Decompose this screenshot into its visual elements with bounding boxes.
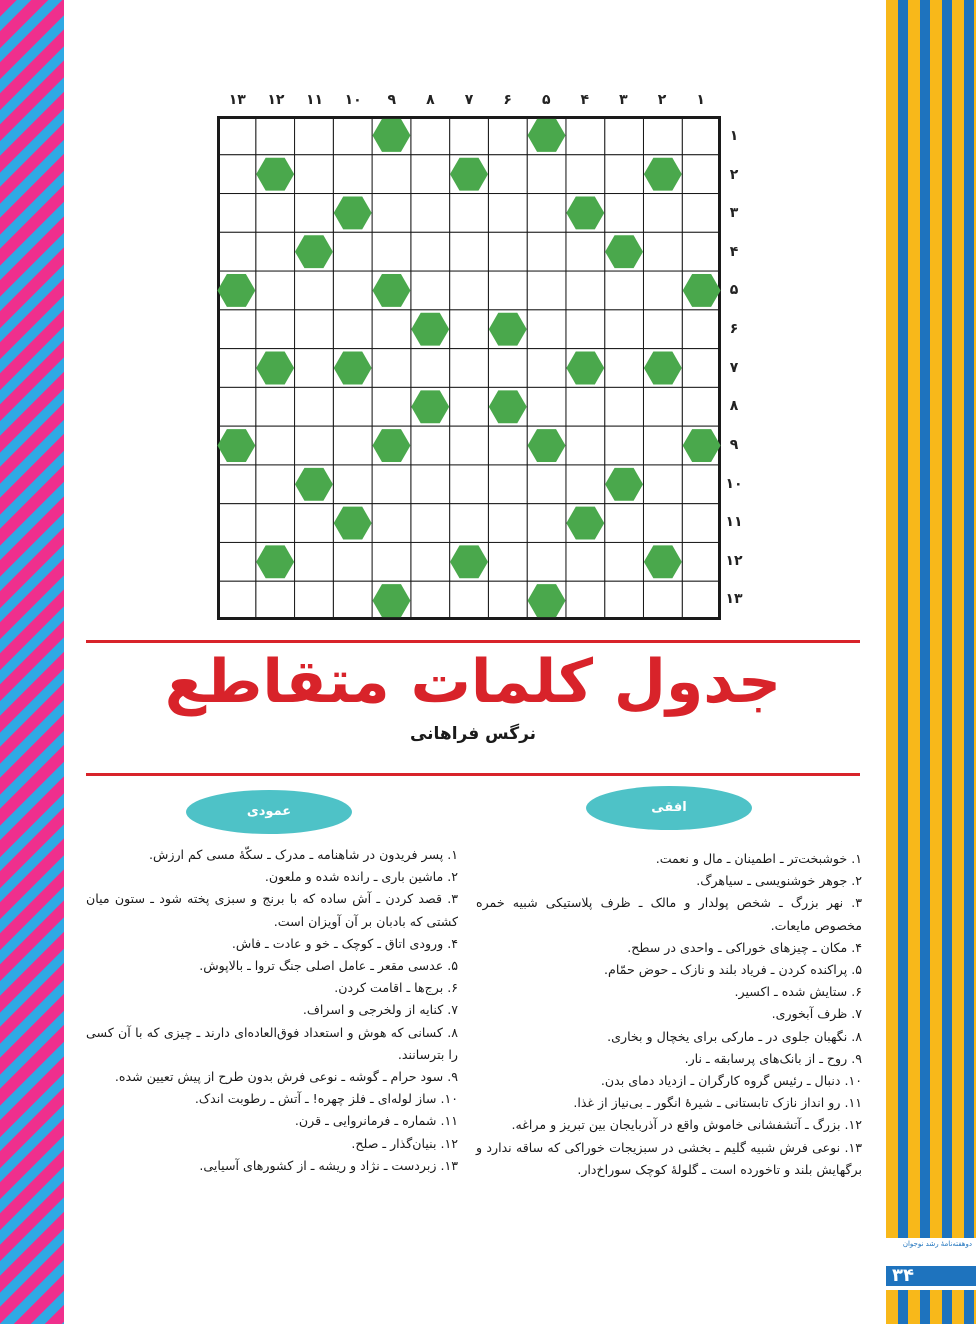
column-number: ۶ bbox=[503, 92, 512, 108]
down-clue: ۹. سود حرام ـ گوشه ـ نوعی فرش بدون طرح از پیش تعیین شده. bbox=[114, 1069, 458, 1085]
grid-cell[interactable] bbox=[682, 387, 721, 426]
across-clue: ۱. خوشبخت‌تر ـ اطمینان ـ مال و نعمت. bbox=[655, 851, 862, 866]
grid-cell[interactable] bbox=[643, 465, 682, 504]
down-clue: ۵. عدسی مقعر ـ عامل اصلی جنگ تروا ـ بالاپوش. bbox=[199, 958, 458, 974]
column-number: ۷ bbox=[464, 92, 474, 108]
grid-cell[interactable] bbox=[256, 426, 295, 465]
grid-cell[interactable] bbox=[372, 465, 411, 504]
column-number: ۸ bbox=[426, 92, 435, 108]
column-number: ۲ bbox=[657, 92, 667, 108]
down-clue: ۷. کنایه از ولخرجی و اسراف. bbox=[302, 1002, 458, 1018]
grid-cell[interactable] bbox=[682, 155, 721, 194]
grid-cell[interactable] bbox=[256, 271, 295, 310]
across-clue: ۳. نهر بزرگ ـ شخص پولدار و مالک ـ ظرف پلاستیکی شبیه خمره مخصوص مایعات. bbox=[476, 895, 862, 933]
grid-cell[interactable] bbox=[566, 465, 605, 504]
grid-cell[interactable] bbox=[411, 271, 450, 310]
across-clue: ۱۰. دنبال ـ رئیس گروه کارگران ـ ازدیاد دمای بدن. bbox=[600, 1073, 862, 1089]
grid-cell[interactable] bbox=[643, 504, 682, 543]
down-clue: ۳. قصد کردن ـ آش ساده که با برنج و سبزی پخته شود ـ ستون میان کشتی که بادبان بر آن آویزان است. bbox=[86, 891, 458, 929]
grid-cell[interactable] bbox=[333, 581, 372, 620]
grid-cell[interactable] bbox=[411, 542, 450, 581]
across-clue: ۱۲. بزرگ ـ آتشفشانی خاموش واقع در آذربایجان بین تبریز و مراغه. bbox=[511, 1117, 862, 1133]
row-number: ۹ bbox=[729, 436, 739, 453]
grid-cell[interactable] bbox=[372, 349, 411, 388]
grid-cell[interactable] bbox=[682, 542, 721, 581]
grid-cell[interactable] bbox=[411, 194, 450, 233]
grid-cell[interactable] bbox=[411, 426, 450, 465]
grid-cell[interactable] bbox=[682, 349, 721, 388]
grid-cell[interactable] bbox=[411, 581, 450, 620]
across-clue: ۶. ستایش شده ـ اکسیر. bbox=[734, 984, 862, 1000]
grid-cell[interactable] bbox=[256, 465, 295, 504]
grid-cell[interactable] bbox=[605, 542, 644, 581]
grid-cell[interactable] bbox=[372, 387, 411, 426]
grid-cell[interactable] bbox=[411, 232, 450, 271]
page-number-bar bbox=[886, 1266, 976, 1286]
grid-cell[interactable] bbox=[605, 310, 644, 349]
down-heading-badge: عمودی bbox=[186, 790, 352, 834]
page-footer-box bbox=[886, 1238, 976, 1290]
grid-cell[interactable] bbox=[488, 155, 527, 194]
author-name: نرگس فراهانی bbox=[409, 724, 537, 744]
column-number: ۱۰ bbox=[344, 92, 362, 108]
grid-cell[interactable] bbox=[217, 581, 256, 620]
grid-cell[interactable] bbox=[411, 155, 450, 194]
grid-cell[interactable] bbox=[682, 465, 721, 504]
across-clue: ۱۱. رو انداز نازک تابستانی ـ شیرهٔ انگور ـ بی‌نیاز از غذا. bbox=[573, 1095, 862, 1111]
grid-cell[interactable] bbox=[372, 194, 411, 233]
grid-cell[interactable] bbox=[411, 116, 450, 155]
grid-cell[interactable] bbox=[411, 465, 450, 504]
grid-cell[interactable] bbox=[450, 387, 489, 426]
row-number: ۱ bbox=[729, 128, 739, 144]
grid-cell[interactable] bbox=[256, 232, 295, 271]
grid-cell[interactable] bbox=[333, 542, 372, 581]
grid-cell[interactable] bbox=[450, 581, 489, 620]
grid-cell[interactable] bbox=[566, 542, 605, 581]
grid-cell[interactable] bbox=[411, 349, 450, 388]
grid-cell[interactable] bbox=[682, 232, 721, 271]
grid-cell[interactable] bbox=[450, 194, 489, 233]
down-clue: ۲. ماشین باری ـ رانده شده و ملعون. bbox=[264, 869, 458, 885]
grid-cell[interactable] bbox=[333, 465, 372, 504]
grid-cell[interactable] bbox=[333, 387, 372, 426]
column-number: ۳ bbox=[619, 92, 628, 108]
grid-cell[interactable] bbox=[217, 504, 256, 543]
grid-cell[interactable] bbox=[372, 310, 411, 349]
grid-cell[interactable] bbox=[566, 387, 605, 426]
grid-cell[interactable] bbox=[295, 349, 334, 388]
grid-cell[interactable] bbox=[527, 542, 566, 581]
grid-cell[interactable] bbox=[643, 271, 682, 310]
grid-cell[interactable] bbox=[217, 116, 256, 155]
grid-cell[interactable] bbox=[605, 271, 644, 310]
grid-cell[interactable] bbox=[372, 232, 411, 271]
grid-cell[interactable] bbox=[256, 116, 295, 155]
left-decorative-stripe bbox=[0, 0, 64, 1324]
grid-cell[interactable] bbox=[605, 581, 644, 620]
grid-cell[interactable] bbox=[295, 581, 334, 620]
grid-cell[interactable] bbox=[295, 504, 334, 543]
grid-cell[interactable] bbox=[411, 504, 450, 543]
down-clue: ۴. ورودی اتاق ـ کوچک ـ خو و عادت ـ فاش. bbox=[231, 935, 458, 951]
grid-cell[interactable] bbox=[643, 116, 682, 155]
row-number: ۸ bbox=[729, 398, 739, 415]
grid-cell[interactable] bbox=[527, 310, 566, 349]
grid-cell[interactable] bbox=[527, 194, 566, 233]
grid-cell[interactable] bbox=[295, 310, 334, 349]
row-number: ۷ bbox=[729, 359, 739, 376]
grid-cell[interactable] bbox=[450, 271, 489, 310]
grid-cell[interactable] bbox=[217, 349, 256, 388]
grid-cell[interactable] bbox=[217, 232, 256, 271]
row-numbers bbox=[724, 117, 744, 619]
column-number: ۵ bbox=[541, 92, 551, 108]
grid-cell[interactable] bbox=[488, 581, 527, 620]
grid-cell[interactable] bbox=[295, 155, 334, 194]
grid-cell[interactable] bbox=[527, 465, 566, 504]
grid-cell[interactable] bbox=[256, 581, 295, 620]
grid-cell[interactable] bbox=[566, 310, 605, 349]
title-rule-bottom bbox=[86, 773, 860, 776]
grid-cell[interactable] bbox=[333, 426, 372, 465]
grid-cell[interactable] bbox=[605, 349, 644, 388]
down-clue: ۱۱. شماره ـ فرمانروایی ـ قرن. bbox=[294, 1113, 458, 1129]
across-heading-badge: افقی bbox=[586, 786, 752, 830]
row-number: ۱۳ bbox=[725, 591, 743, 608]
grid-cell[interactable] bbox=[682, 116, 721, 155]
grid-cell[interactable] bbox=[295, 542, 334, 581]
grid-cell[interactable] bbox=[488, 194, 527, 233]
across-clue: ۹. روح ـ از بانک‌های پرسابقه ـ نار. bbox=[684, 1050, 862, 1066]
grid-cell[interactable] bbox=[372, 542, 411, 581]
grid-cell[interactable] bbox=[682, 310, 721, 349]
grid-cell[interactable] bbox=[488, 116, 527, 155]
grid-cell[interactable] bbox=[256, 387, 295, 426]
grid-cell[interactable] bbox=[643, 426, 682, 465]
grid-cell[interactable] bbox=[527, 155, 566, 194]
grid-cell[interactable] bbox=[256, 310, 295, 349]
grid-cell[interactable] bbox=[333, 310, 372, 349]
grid-cell[interactable] bbox=[605, 155, 644, 194]
row-number: ۱۰ bbox=[725, 475, 743, 492]
row-number: ۵ bbox=[729, 282, 739, 299]
down-clue: ۱۲. بنیان‌گذار ـ صلح. bbox=[351, 1135, 458, 1151]
grid-cell[interactable] bbox=[527, 504, 566, 543]
row-number: ۱۱ bbox=[725, 514, 743, 531]
down-clue: ۶. برج‌ها ـ اقامت کردن. bbox=[334, 980, 458, 996]
grid-cell[interactable] bbox=[295, 194, 334, 233]
grid-cell[interactable] bbox=[450, 426, 489, 465]
grid-cell[interactable] bbox=[488, 542, 527, 581]
grid-cell[interactable] bbox=[217, 387, 256, 426]
grid-cell[interactable] bbox=[527, 349, 566, 388]
grid-cell[interactable] bbox=[372, 155, 411, 194]
grid-cell[interactable] bbox=[217, 310, 256, 349]
row-number: ۴ bbox=[729, 243, 739, 260]
grid-cell[interactable] bbox=[605, 387, 644, 426]
across-clues-list bbox=[476, 848, 862, 1181]
row-number: ۳ bbox=[729, 205, 739, 222]
grid-cell[interactable] bbox=[217, 465, 256, 504]
row-number: ۱۲ bbox=[725, 552, 743, 569]
across-clue: ۷. ظرف آبخوری. bbox=[771, 1006, 862, 1022]
grid-cell[interactable] bbox=[566, 116, 605, 155]
down-clue: ۱. پسر فریدون در شاهنامه ـ مدرک ـ سکّهٔ مسی کم ارزش. bbox=[148, 847, 458, 862]
column-number: ۴ bbox=[580, 92, 590, 108]
across-clue: ۲. جوهر خوشنویسی ـ سیاهرگ. bbox=[696, 873, 862, 889]
grid-cell[interactable] bbox=[566, 232, 605, 271]
grid-cell[interactable] bbox=[450, 349, 489, 388]
across-clue: ۱۳. نوعی فرش شبیه گلیم ـ بخشی در سبزیجات خوراکی که ساقه ندارد و برگهایش بلند و تاخورده است ـ گلولهٔ کوچک سوراخ‌دار. bbox=[476, 1139, 862, 1177]
column-number: ۱۲ bbox=[267, 92, 285, 108]
grid-cell[interactable] bbox=[256, 504, 295, 543]
grid-cell[interactable] bbox=[527, 232, 566, 271]
grid-cell[interactable] bbox=[643, 581, 682, 620]
grid-cell[interactable] bbox=[605, 504, 644, 543]
across-clue: ۸. نگهبان جلوی در ـ مارکی برای یخچال و بخاری. bbox=[607, 1028, 862, 1044]
grid-cell[interactable] bbox=[682, 504, 721, 543]
grid-cell[interactable] bbox=[295, 271, 334, 310]
grid-cell[interactable] bbox=[450, 465, 489, 504]
page-title: جدول کلمات متقاطع bbox=[164, 647, 782, 717]
grid-cell[interactable] bbox=[566, 581, 605, 620]
magazine-label: دوهفته‌نامهٔ رشد نوجوان bbox=[902, 1240, 972, 1248]
grid-cell[interactable] bbox=[566, 426, 605, 465]
grid-cell[interactable] bbox=[527, 271, 566, 310]
grid-cell[interactable] bbox=[450, 116, 489, 155]
grid-cell[interactable] bbox=[372, 504, 411, 543]
grid-cell[interactable] bbox=[643, 194, 682, 233]
grid-cell[interactable] bbox=[295, 426, 334, 465]
column-number: ۱ bbox=[696, 92, 705, 108]
grid-cell[interactable] bbox=[566, 271, 605, 310]
grid-cell[interactable] bbox=[643, 310, 682, 349]
grid-cell[interactable] bbox=[488, 271, 527, 310]
down-clues-list bbox=[86, 844, 458, 1177]
grid-cell[interactable] bbox=[333, 271, 372, 310]
grid-cell[interactable] bbox=[682, 581, 721, 620]
grid-cell[interactable] bbox=[333, 232, 372, 271]
down-clue: ۱۰. ساز لوله‌ای ـ فلز چهره! ـ آتش ـ رطوبت اندک. bbox=[194, 1091, 458, 1107]
grid-cell[interactable] bbox=[488, 232, 527, 271]
grid-cell[interactable] bbox=[217, 194, 256, 233]
column-numbers bbox=[218, 92, 720, 114]
grid-cell[interactable] bbox=[450, 310, 489, 349]
row-number: ۲ bbox=[729, 166, 739, 183]
grid-cell[interactable] bbox=[527, 387, 566, 426]
grid-cell[interactable] bbox=[605, 194, 644, 233]
grid-cell[interactable] bbox=[450, 504, 489, 543]
down-clue: ۱۳. زبردست ـ نژاد و ریشه ـ از کشورهای آسیایی. bbox=[199, 1157, 458, 1173]
across-clue: ۵. پراکنده کردن ـ فریاد بلند و نازک ـ حوض حمّام. bbox=[604, 962, 862, 978]
column-number: ۹ bbox=[387, 92, 397, 108]
right-decorative-stripe bbox=[886, 0, 976, 1324]
grid-cell[interactable] bbox=[605, 426, 644, 465]
column-number: ۱۳ bbox=[228, 92, 246, 108]
column-number: ۱۱ bbox=[305, 92, 324, 108]
crossword-grid[interactable] bbox=[217, 116, 721, 620]
grid-cell[interactable] bbox=[256, 194, 295, 233]
grid-cell[interactable] bbox=[643, 232, 682, 271]
grid-cell[interactable] bbox=[217, 155, 256, 194]
grid-cell[interactable] bbox=[566, 155, 605, 194]
grid-cell[interactable] bbox=[488, 349, 527, 388]
down-clue: ۸. کسانی که هوش و استعداد فوق‌العاده‌ای دارند ـ چیزی که با آن کسی را بترسانند. bbox=[86, 1024, 458, 1062]
grid-cell[interactable] bbox=[682, 194, 721, 233]
page-number: ۳۴ bbox=[892, 1265, 914, 1286]
grid-cell[interactable] bbox=[217, 542, 256, 581]
grid-cell[interactable] bbox=[333, 116, 372, 155]
row-number: ۶ bbox=[729, 321, 739, 338]
grid-cell[interactable] bbox=[488, 465, 527, 504]
grid-cell[interactable] bbox=[295, 387, 334, 426]
grid-cell[interactable] bbox=[333, 155, 372, 194]
grid-cell[interactable] bbox=[488, 504, 527, 543]
across-clue: ۴. مکان ـ چیزهای خوراکی ـ واحدی در سطح. bbox=[627, 939, 862, 955]
grid-cell[interactable] bbox=[605, 116, 644, 155]
grid-cell[interactable] bbox=[488, 426, 527, 465]
grid-cell[interactable] bbox=[450, 232, 489, 271]
grid-cell[interactable] bbox=[643, 387, 682, 426]
grid-cell[interactable] bbox=[295, 116, 334, 155]
